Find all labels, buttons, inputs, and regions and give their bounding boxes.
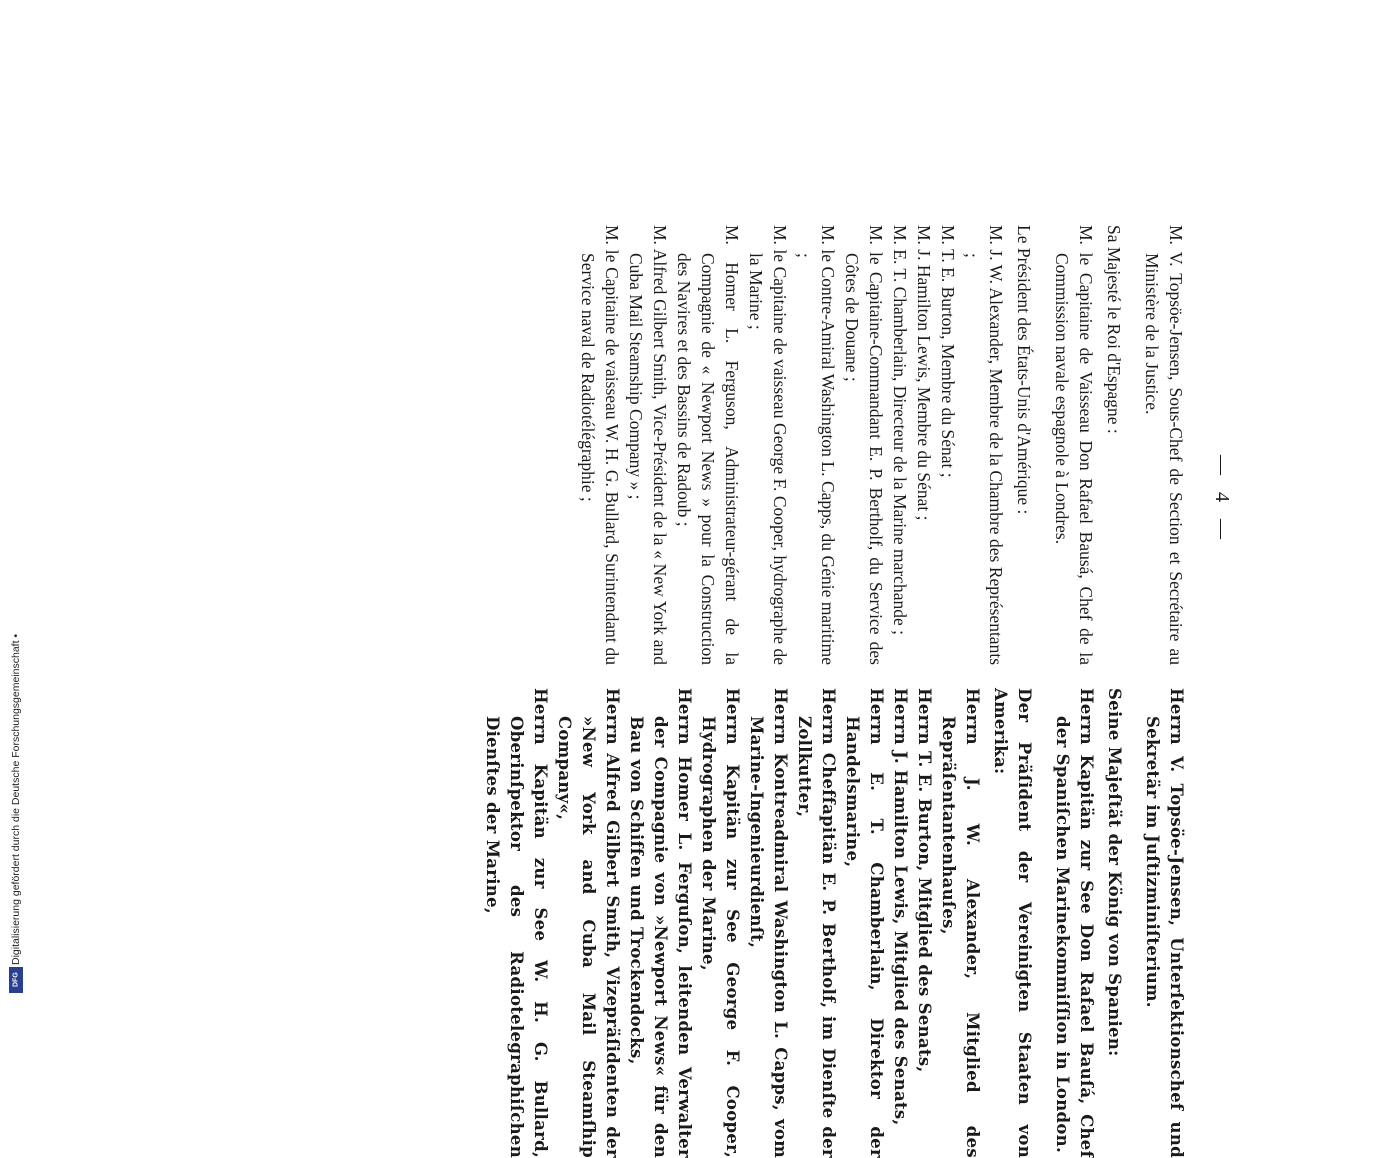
dfg-logo: DFG bbox=[9, 967, 23, 993]
delegate-entry: Herrn V. Topsöe-Jensen, Unterſektionschef und Sekretär im Juſtizminiſterium. bbox=[1143, 688, 1186, 1158]
delegate-entry: M. le Capitaine-Commandant E. P. Bertholf, du Service des Côtes de Douane ; bbox=[842, 225, 886, 665]
delegate-entry: Herrn J. W. Alexander, Mitglied des Repräſentantenhauſes, bbox=[939, 688, 982, 1158]
section-heading: Le Président des États-Unis d'Amérique : bbox=[1014, 225, 1034, 515]
section-heading: Der Präſident der Vereinigten Staaten von Amerika: bbox=[991, 688, 1034, 1158]
delegate-entry: Herrn Kapitän zur See W. H. G. Bullard, Oberinſpektor des Radiotelegraphiſchen Dienſtes der Marine, bbox=[483, 688, 550, 1158]
delegate-entry: M. le Contre-Amiral Washington L. Capps, du Génie maritime ; bbox=[794, 225, 838, 665]
delegate-entry: Herrn Homer L. Ferguſon, leitenden Verwalter der Compagnie von »Newport News« für den Bau von Schiffen und Trockendocks, bbox=[627, 688, 694, 1158]
french-column bbox=[576, 225, 1188, 665]
delegate-entry: M. le Capitaine de vaisseau W. H. G. Bullard, Surintendant du Service naval de Radiotélégraphie ; bbox=[578, 225, 622, 665]
delegate-entry: Herrn Kontreadmiral Washington L. Capps, vom Marine-Ingenieurdienſt, bbox=[747, 688, 790, 1158]
delegate-entry: M. T. E. Burton, Membre du Sénat ; bbox=[938, 225, 958, 478]
delegate-entry: Herrn J. Hamilton Lewis, Mitglied des Senats, bbox=[891, 688, 910, 1126]
delegate-entry: M. Homer L. Ferguson, Administrateur-gérant de la Compagnie de « Newport News » pour la Construction des Navires et des Bassins de Radoub ; bbox=[674, 225, 742, 665]
delegate-entry: M. J. W. Alexander, Membre de la Chambre des Représentants ; bbox=[962, 225, 1006, 665]
section-heading: Sa Majesté le Roi d'Espagne : bbox=[1104, 225, 1124, 434]
delegate-entry: M. le Capitaine de Vaisseau Don Rafael Bausá, Chef de la Commission navale espagnole à Londres. bbox=[1052, 225, 1096, 665]
stamp-text: Digitalisierung gefördert durch die Deutsche Forschungsgemeinschaft • bbox=[10, 633, 22, 965]
delegate-entry: Herrn Kapitän zur See Don Rafael Bauſá, Chef der Spaniſchen Marinekommiſſion in London. bbox=[1053, 688, 1096, 1158]
delegate-entry: M. Alfred Gilbert Smith, Vice-Président de la « New York and Cuba Mail Steamship Company » ; bbox=[626, 225, 670, 665]
delegate-entry: Herrn Alfred Gilbert Smith, Vizepräſidenten der »New York and Cuba Mail Steamſhip Company«, bbox=[555, 688, 622, 1158]
section-heading: Seine Majeſtät der König von Spanien: bbox=[1105, 688, 1124, 1057]
delegate-entry: Herrn Cheffapitän E. P. Bertholf, im Dienſte der Zollkutter, bbox=[795, 688, 838, 1158]
delegate-entry: M. J. Hamilton Lewis, Membre du Sénat ; bbox=[914, 225, 934, 521]
delegate-entry: M. le Capitaine de vaisseau George F. Cooper, hydrographe de la Marine ; bbox=[746, 225, 790, 665]
delegate-entry: Herrn T. E. Burton, Mitglied des Senats, bbox=[915, 688, 934, 1073]
delegate-entry: M. E. T. Chamberlain, Directeur de la Marine marchande ; bbox=[890, 225, 910, 635]
delegate-entry: M. V. Topsöe-Jensen, Sous-Chef de Section et Secrétaire au Ministère de la Justice. bbox=[1142, 225, 1186, 665]
page-number: — 4 — bbox=[1211, 455, 1233, 545]
delegate-entry: Herrn Kapitän zur See George F. Cooper, Hydrographen der Marine, bbox=[699, 688, 742, 1158]
german-column bbox=[480, 688, 1188, 1158]
delegate-entry: Herrn E. T. Chamberlain, Direktor der Handelsmarine, bbox=[843, 688, 886, 1158]
